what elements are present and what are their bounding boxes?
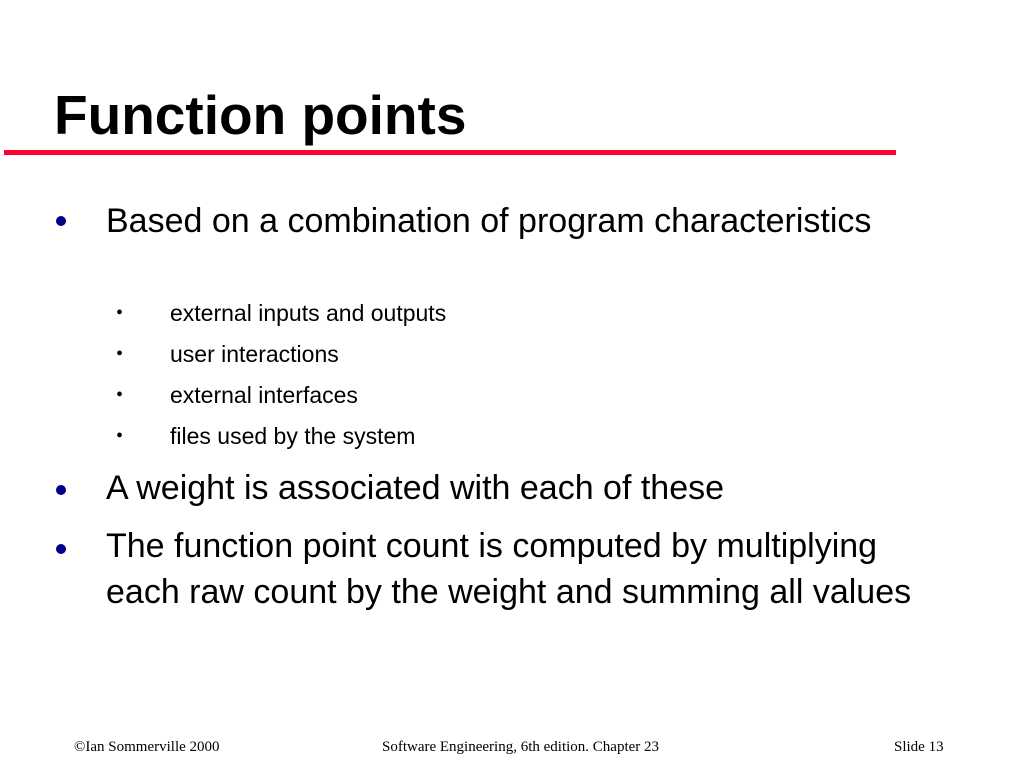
sub-bullet-text: files used by the system [170, 423, 416, 449]
bullet-text: The function point count is computed by multiplying each raw count by the weight and summing all values [106, 527, 912, 611]
sub-bullet-dot-icon: • [116, 425, 124, 447]
sub-bullet-dot-icon: • [116, 384, 124, 406]
bullet-text: Based on a combination of program characteristics [106, 202, 872, 240]
bullet-text: A weight is associated with each of these [106, 469, 725, 507]
slide-title: Function points [54, 84, 467, 146]
bullet-dot-icon [56, 544, 66, 554]
sub-bullet-text: external interfaces [170, 382, 358, 408]
footer-slide-number: Slide 13 [894, 739, 944, 755]
footer-copyright: ©Ian Sommerville 2000 [74, 739, 220, 755]
title-underline [4, 150, 896, 155]
footer-book-title: Software Engineering, 6th edition. Chapter 23 [382, 739, 660, 755]
bullet-dot-icon [56, 485, 66, 495]
sub-bullet-dot-icon: • [116, 302, 124, 324]
bullet-dot-icon [56, 216, 66, 226]
sub-bullet-text: user interactions [170, 341, 339, 367]
sub-bullet-dot-icon: • [116, 343, 124, 365]
sub-bullet-text: external inputs and outputs [170, 300, 447, 326]
